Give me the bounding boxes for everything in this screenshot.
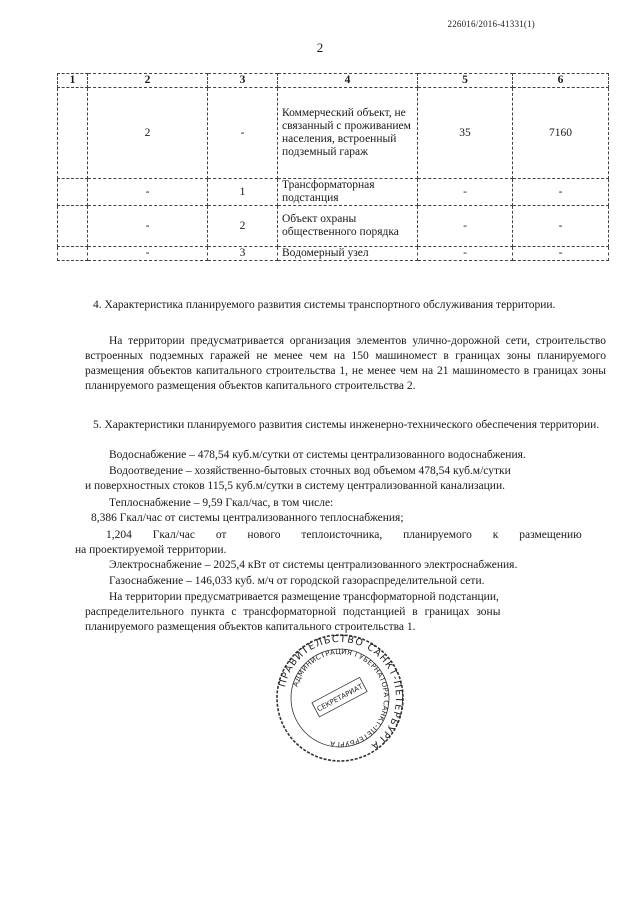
table-row (58, 206, 609, 247)
section-4-body: На территории предусматривается организация элементов улично-дорожной сети, строительство встроенных подземных гаражей не менее чем на 150 машиномест в границах зоны планируемого размещения объектов капитального строительства 1, не менее чем на 21 машиноместо в границах зоны планируемого размещения объектов капитального строительства 2. (85, 335, 606, 392)
table-row (58, 88, 609, 179)
heat-central-text: 8,386 Гкал/час от системы централизованного теплоснабжения; (91, 512, 404, 524)
table-cell (58, 247, 88, 261)
seal-center-label: СЕКРЕТАРИАТ (315, 682, 365, 714)
table-cell: - (418, 247, 513, 261)
table-cell: 2 (88, 88, 208, 179)
gas-supply-text: Газоснабжение – 146,033 куб. м/ч от городской газораспределительной сети. (109, 575, 485, 587)
heat-supply-text: Теплоснабжение – 9,59 Гкал/час, в том числе: (109, 497, 334, 509)
section-5-heading: 5. Характеристики планируемого развития системы инженерно-технического обеспечения территории. (93, 419, 600, 431)
table-cell: - (418, 206, 513, 247)
table-cell: - (513, 247, 609, 261)
table-cell (58, 206, 88, 247)
table-cell: - (88, 179, 208, 206)
table-cell: Трансформаторная подстанция (278, 179, 418, 206)
power-supply-text: Электроснабжение – 2025,4 кВт от системы централизованного электроснабжения. (109, 559, 518, 571)
table-cell: - (513, 206, 609, 247)
heat-new-text-line1: 1,204 Гкал/час от нового теплоисточника, планируемого к размещению (106, 529, 582, 541)
table-cell: - (208, 88, 278, 179)
table-cell: Объект охраны общественного порядка (278, 206, 418, 247)
table-cell: - (88, 206, 208, 247)
seal-inner-label: АДМИНИСТРАЦИЯ ГУБЕРНАТОРА САНКТ-ПЕТЕРБУРГА (291, 647, 391, 749)
column-header: 3 (208, 74, 278, 88)
column-header: 4 (278, 74, 418, 88)
table-row (58, 247, 609, 261)
column-header: 6 (513, 74, 609, 88)
heat-new-text-line2: на проектируемой территории. (75, 544, 227, 556)
column-header: 5 (418, 74, 513, 88)
table-cell: 3 (208, 247, 278, 261)
placement-text-line2: распределительного пункта с трансформаторной подстанцией в границах зоны (85, 606, 501, 618)
objects-table (57, 73, 609, 261)
seal-outer-label: ПРАВИТЕЛЬСТВО САНКТ-ПЕТЕРБУРГА (277, 633, 405, 752)
table-cell: 1 (208, 179, 278, 206)
table-cell: Коммерческий объект, не связанный с проживанием населения, встроенный подземный гараж (278, 88, 418, 179)
table-cell: - (418, 179, 513, 206)
table-cell (58, 88, 88, 179)
drainage-text-line1: Водоотведение – хозяйственно-бытовых сточных вод объемом 478,54 куб.м/сутки (109, 465, 511, 477)
table-cell: - (88, 247, 208, 261)
table-cell (58, 179, 88, 206)
document-id: 226016/2016-41331(1) (447, 19, 535, 29)
official-seal (275, 633, 405, 763)
table-cell: Водомерный узел (278, 247, 418, 261)
column-header: 1 (58, 74, 88, 88)
page-number: 2 (316, 40, 324, 55)
column-header: 2 (88, 74, 208, 88)
table-cell: 7160 (513, 88, 609, 179)
drainage-text-line2: и поверхностных стоков 115,5 куб.м/сутки в систему централизованной канализации. (85, 480, 505, 492)
table-header-row (58, 74, 609, 88)
water-supply-text: Водоснабжение – 478,54 куб.м/сутки от системы централизованного водоснабжения. (109, 449, 526, 461)
section-4-heading: 4. Характеристика планируемого развития системы транспортного обслуживания территории. (93, 299, 556, 311)
placement-text-line3: планируемого размещения объектов капитального строительства 1. (85, 621, 416, 633)
placement-text-line1: На территории предусматривается размещение трансформаторной подстанции, (109, 591, 499, 603)
table-cell: 35 (418, 88, 513, 179)
table-cell: - (513, 179, 609, 206)
table-row (58, 179, 609, 206)
table-cell: 2 (208, 206, 278, 247)
